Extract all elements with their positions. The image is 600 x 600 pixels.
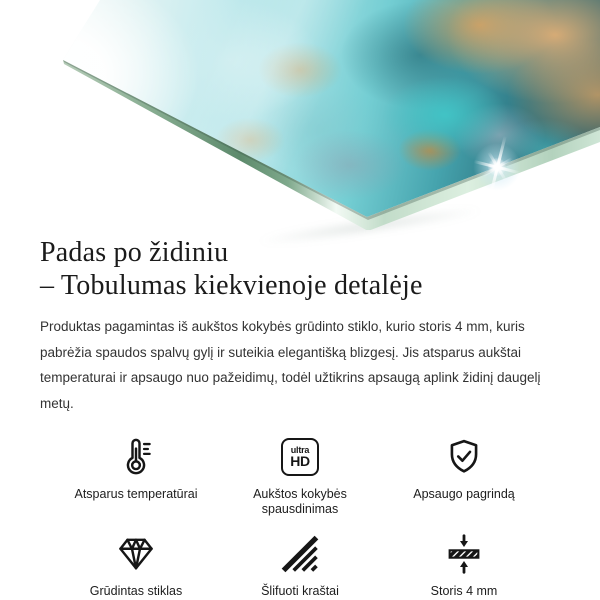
feature-label: Apsaugo pagrindą	[413, 487, 515, 501]
feature-label: Aukštos kokybės spausdinimas	[253, 487, 347, 516]
page-title	[40, 236, 560, 302]
shield-check-icon	[443, 434, 485, 480]
feature-print-quality	[218, 434, 382, 517]
product-description-text: Produktas pagamintas iš aukštos kokybės grūdinto stiklo, kurio storis 4 mm, kuris pabrėžia spaudos spalvų gylį ir suteikia elegantišką blizgesį. Jis atsparus aukštai temperaturai ir apsaugo nuo pažeidimų, todėl užtikrins apsaugą aplink židinį daugelį metų.	[40, 319, 541, 411]
glass-panel-surface	[0, 0, 600, 230]
feature-heat-resistant	[54, 434, 218, 517]
ultra-hd-badge-top: ultra	[290, 445, 310, 455]
feature-tempered-glass	[54, 531, 218, 599]
page-title-line1: Padas po židiniu	[40, 237, 229, 268]
thermometer-icon	[115, 434, 157, 480]
feature-label: Storis 4 mm	[430, 584, 498, 598]
ultra-hd-badge-bottom: HD	[290, 453, 310, 469]
ultra-hd-icon	[281, 434, 319, 480]
thickness-icon	[443, 531, 485, 577]
polished-edges-icon	[279, 531, 321, 577]
feature-polished-edges	[218, 531, 382, 599]
page-title-line2: – Tobulumas kiekvienoje detalėje	[40, 270, 423, 301]
feature-floor-protection	[382, 434, 546, 517]
feature-label: Atsparus temperatūrai	[74, 487, 198, 501]
diamond-icon	[115, 531, 157, 577]
feature-label: Šlifuoti kraštai	[261, 584, 339, 598]
product-hero-image	[0, 0, 600, 230]
feature-thickness	[382, 531, 546, 599]
feature-label: Grūdintas stiklas	[89, 584, 183, 598]
feature-grid	[40, 434, 560, 599]
product-description-section	[0, 236, 600, 599]
